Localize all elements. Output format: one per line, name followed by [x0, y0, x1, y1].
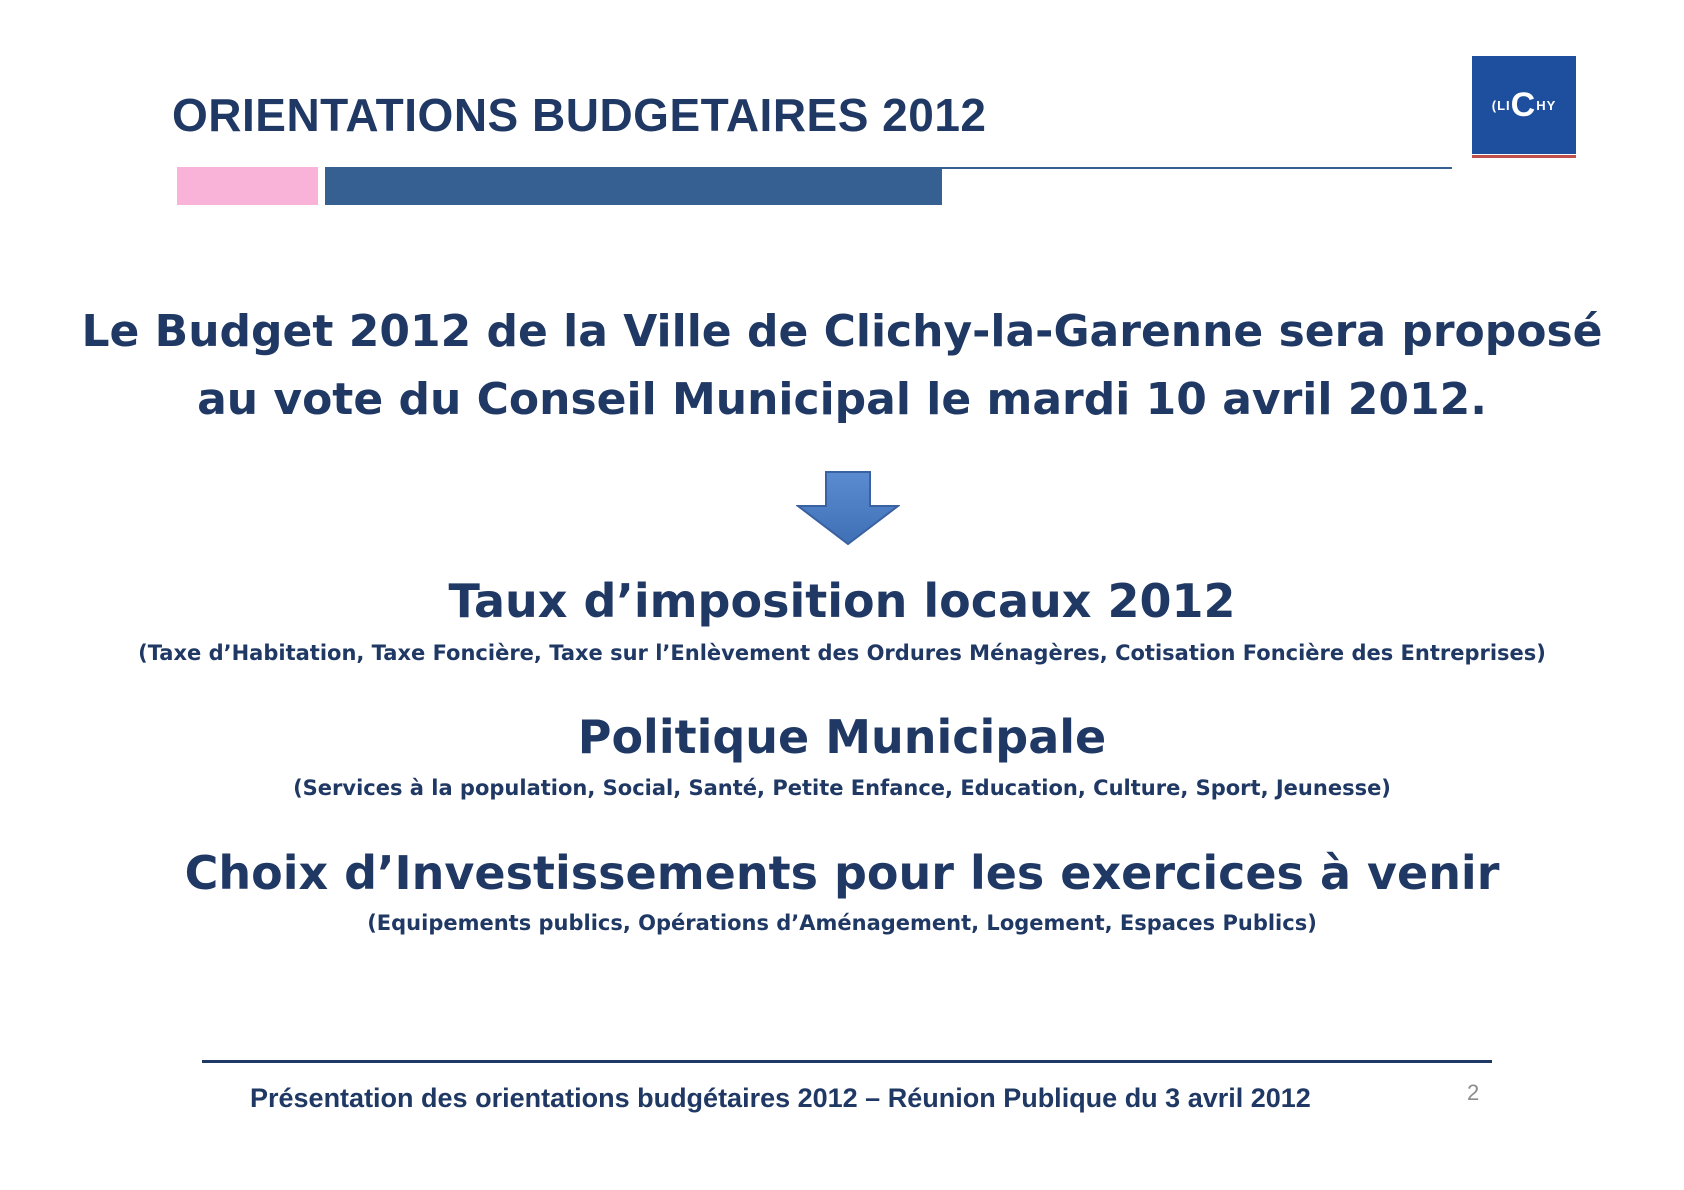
footer-rule	[202, 1060, 1492, 1063]
logo-text-left: (LI	[1491, 98, 1511, 113]
logo-underline	[1472, 155, 1576, 158]
section-heading-politique: Politique Municipale	[577, 710, 1107, 764]
section-details-politique: (Services à la population, Social, Santé, Petite Enfance, Education, Culture, Sport, Jeunesse)	[293, 776, 1391, 800]
section-heading-taux: Taux d’imposition locaux 2012	[448, 574, 1236, 628]
intro-line-2: au vote du Conseil Municipal le mardi 10 avril 2012.	[197, 374, 1487, 425]
logo-background	[1472, 56, 1576, 154]
logo-text-big: C	[1510, 86, 1537, 124]
decor-pink-bar	[177, 167, 318, 205]
slide-title: ORIENTATIONS BUDGETAIRES 2012	[172, 89, 987, 141]
decor-blue-bar	[325, 167, 942, 205]
section-details-investissements: (Equipements publics, Opérations d’Aménagement, Logement, Espaces Publics)	[367, 911, 1317, 935]
logo-text-right: HY	[1536, 98, 1557, 113]
footer-text: Présentation des orientations budgétaires 2012 – Réunion Publique du 3 avril 2012	[250, 1083, 1311, 1113]
section-heading-investissements: Choix d’Investissements pour les exercices à venir	[184, 846, 1500, 900]
intro-line-1: Le Budget 2012 de la Ville de Clichy-la-Garenne sera proposé	[81, 306, 1603, 357]
page-number: 2	[1467, 1080, 1480, 1105]
logo-text	[1472, 86, 1576, 125]
clichy-logo	[1472, 56, 1576, 158]
decor-thin-line	[942, 167, 1452, 169]
down-arrow-icon	[796, 470, 900, 546]
section-details-taux: (Taxe d’Habitation, Taxe Foncière, Taxe sur l’Enlèvement des Ordures Ménagères, Cotisation Foncière des Entreprises)	[138, 641, 1546, 665]
